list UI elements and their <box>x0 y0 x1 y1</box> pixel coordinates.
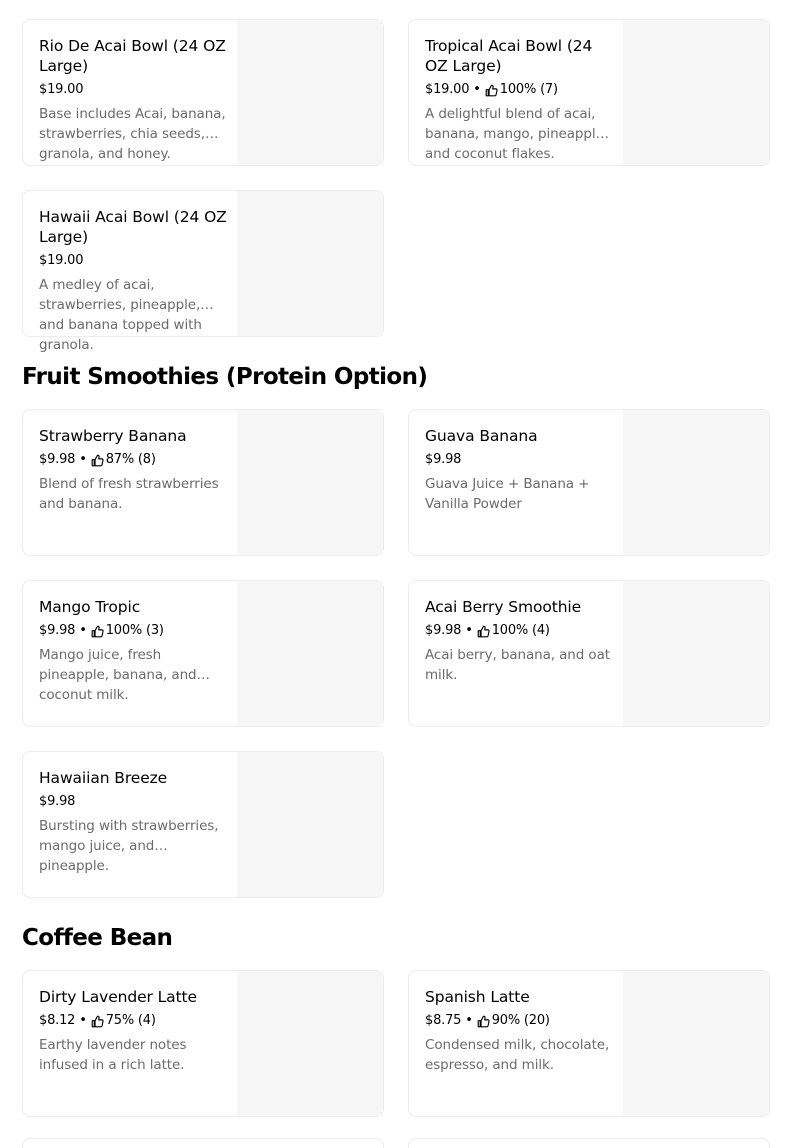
item-price: $9.98 <box>39 452 76 467</box>
menu-item-card[interactable] <box>22 580 384 727</box>
item-rating: 90% (20) <box>491 1013 550 1028</box>
thumbs-up-icon <box>485 84 498 97</box>
item-name: Hawaii Acai Bowl (24 OZ Large) <box>39 208 227 246</box>
item-name: Rio De Acai Bowl (24 OZ Large) <box>39 37 226 75</box>
separator-dot: • <box>465 1013 473 1028</box>
item-price: $8.75 <box>425 1013 462 1028</box>
item-image <box>237 971 383 1116</box>
item-price: $19.00 <box>39 253 84 268</box>
menu-item-card[interactable] <box>22 19 384 166</box>
item-name: Dirty Lavender Latte <box>39 988 197 1006</box>
item-meta <box>425 621 613 641</box>
thumbs-up-icon <box>477 1015 490 1028</box>
item-image <box>237 410 383 555</box>
item-meta <box>425 450 613 470</box>
item-name: Strawberry Banana <box>39 427 187 445</box>
item-rating: 100% (3) <box>105 623 164 638</box>
item-price: $19.00 <box>39 82 84 97</box>
item-image <box>237 191 383 336</box>
item-meta <box>39 251 227 271</box>
item-description: Base includes Acai, banana, strawberries, chia seeds, granola, and honey. <box>39 106 226 162</box>
item-meta <box>39 792 227 812</box>
item-name: Guava Banana <box>425 427 538 445</box>
item-meta <box>39 1011 227 1031</box>
item-rating: 100% (7) <box>499 82 558 97</box>
item-price: $8.12 <box>39 1013 76 1028</box>
menu-item-card[interactable] <box>408 19 770 166</box>
menu-item-card-partial[interactable] <box>22 1138 384 1148</box>
item-image <box>237 581 383 726</box>
item-description: Guava Juice + Banana + Vanilla Powder <box>425 476 590 512</box>
menu-item-card[interactable] <box>22 970 384 1117</box>
item-description: Acai berry, banana, and oat milk. <box>425 647 610 683</box>
item-price: $9.98 <box>39 623 76 638</box>
item-name: Acai Berry Smoothie <box>425 598 582 616</box>
menu-item-card[interactable] <box>22 409 384 556</box>
item-image <box>623 971 769 1116</box>
thumbs-up-icon <box>91 1015 104 1028</box>
item-image <box>237 752 383 897</box>
item-description: Bursting with strawberries, mango juice, and pineapple. <box>39 818 219 874</box>
item-name: Tropical Acai Bowl (24 OZ Large) <box>425 37 593 75</box>
thumbs-up-icon <box>91 454 104 467</box>
item-meta <box>39 621 227 641</box>
separator-dot: • <box>79 1013 87 1028</box>
item-name: Spanish Latte <box>425 988 530 1006</box>
item-meta <box>425 1011 613 1031</box>
item-description: Mango juice, fresh pineapple, banana, and coconut milk. <box>39 647 197 703</box>
item-description: A medley of acai, strawberries, pineapple, and banana topped with granola. <box>39 277 202 353</box>
item-price: $19.00 <box>425 82 470 97</box>
item-meta <box>425 80 613 100</box>
item-price: $9.98 <box>425 623 462 638</box>
section-title: Fruit Smoothies (Protein Option) <box>22 364 428 390</box>
item-image <box>623 20 769 165</box>
separator-dot: • <box>79 623 87 638</box>
item-name: Hawaiian Breeze <box>39 769 168 787</box>
menu-item-card[interactable] <box>22 190 384 353</box>
menu-item-card[interactable] <box>408 409 770 556</box>
item-rating: 100% (4) <box>491 623 550 638</box>
item-rating: 87% (8) <box>105 452 156 467</box>
item-description: Earthy lavender notes infused in a rich latte. <box>39 1037 187 1073</box>
menu-item-card-partial[interactable] <box>408 1138 770 1148</box>
item-image <box>623 581 769 726</box>
item-name: Mango Tropic <box>39 598 141 616</box>
item-description: A delightful blend of acai, banana, mango, pineapple, and coconut flakes. <box>425 106 608 162</box>
item-price: $9.98 <box>39 794 76 809</box>
separator-dot: • <box>473 82 481 97</box>
menu-item-card[interactable] <box>408 970 770 1117</box>
separator-dot: • <box>79 452 87 467</box>
separator-dot: • <box>465 623 473 638</box>
item-description: Blend of fresh strawberries and banana. <box>39 476 219 512</box>
item-meta <box>39 80 227 100</box>
item-rating: 75% (4) <box>105 1013 156 1028</box>
item-price: $9.98 <box>425 452 462 467</box>
thumbs-up-icon <box>91 625 104 638</box>
item-image <box>623 410 769 555</box>
thumbs-up-icon <box>477 625 490 638</box>
section-title: Coffee Bean <box>22 925 173 951</box>
item-description: Condensed milk, chocolate, espresso, and milk. <box>425 1037 610 1073</box>
menu-item-card[interactable] <box>22 751 384 898</box>
item-meta <box>39 450 227 470</box>
menu-item-card[interactable] <box>408 580 770 727</box>
item-image <box>237 20 383 165</box>
